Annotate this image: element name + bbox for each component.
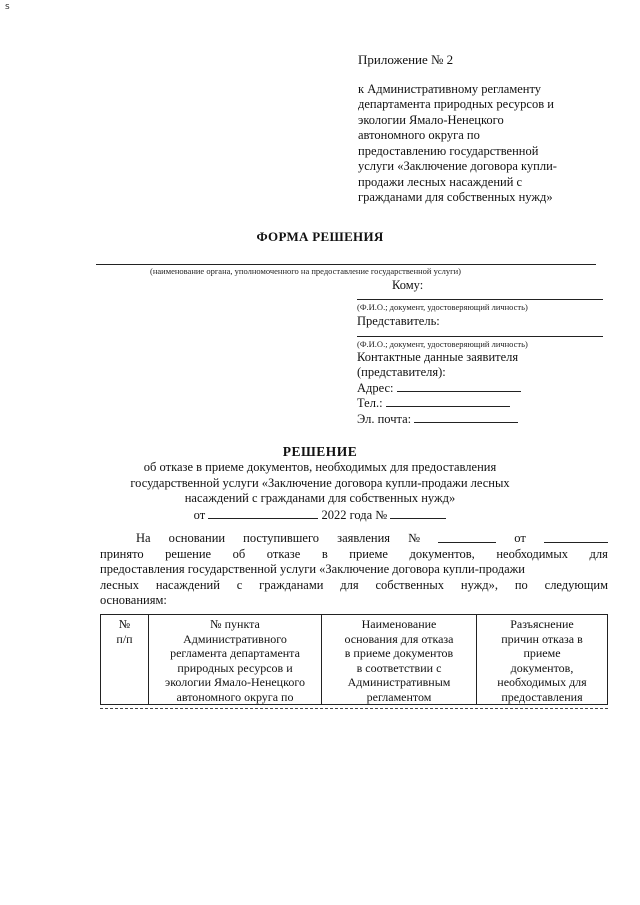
decision-line: об отказе в приеме документов, необходимых для предоставления bbox=[143, 460, 497, 474]
body-word: лесных bbox=[100, 577, 139, 592]
column-header-explanation bbox=[477, 615, 608, 705]
header-text: в соответствии с bbox=[356, 660, 442, 675]
address-label: Адрес: bbox=[357, 381, 394, 395]
body-row bbox=[100, 531, 608, 547]
body-word: с bbox=[236, 577, 243, 592]
appendix-line: департамента природных ресурсов и bbox=[358, 97, 554, 111]
application-number-field bbox=[438, 531, 496, 543]
header-text: природных ресурсов и bbox=[177, 660, 293, 675]
body-word: заявления bbox=[337, 531, 391, 545]
decision-title: РЕШЕНИЕ bbox=[282, 444, 358, 459]
body-word: нужд», bbox=[460, 577, 499, 592]
appendix-block bbox=[358, 52, 618, 206]
appendix-line: продажи лесных насаждений с bbox=[358, 174, 523, 189]
body-word: следующим bbox=[544, 577, 608, 592]
appendix-line: предоставлению государственной bbox=[358, 143, 539, 158]
date-field bbox=[208, 507, 318, 519]
header-text: необходимых для bbox=[497, 675, 587, 689]
header-text: № пункта bbox=[210, 617, 260, 631]
decision-date-row bbox=[0, 507, 640, 524]
number-field bbox=[390, 507, 446, 519]
header-text: документов, bbox=[510, 660, 574, 675]
table-header-row bbox=[101, 615, 608, 705]
body-word: На bbox=[136, 531, 151, 545]
header-text: Наименование bbox=[361, 617, 437, 631]
body-word: поступившего bbox=[243, 531, 320, 545]
page-marker: s bbox=[5, 2, 10, 12]
phone-row bbox=[357, 395, 510, 411]
grounds-table bbox=[100, 614, 608, 705]
decision-line: государственной услуги «Заключение договора купли-продажи лесных bbox=[130, 475, 510, 490]
header-text: автономного округа по bbox=[176, 689, 294, 704]
form-title: ФОРМА РЕШЕНИЯ bbox=[256, 229, 384, 244]
column-header-regulation-clause bbox=[149, 615, 322, 705]
header-text: в приеме документов bbox=[344, 646, 454, 660]
address-field bbox=[397, 380, 521, 392]
body-word: по bbox=[514, 577, 528, 592]
header-text: п/п bbox=[116, 631, 133, 646]
address-row bbox=[357, 380, 521, 396]
header-text: предоставления bbox=[501, 689, 583, 704]
header-text: Административного bbox=[183, 631, 287, 646]
body-word: насаждений bbox=[155, 577, 220, 592]
fio-caption: (Ф.И.О.; документ, удостоверяющий личность) bbox=[357, 302, 528, 312]
header-text: экологии Ямало-Ненецкого bbox=[165, 675, 305, 689]
body-word: принято bbox=[100, 546, 144, 561]
body-word: необходимых bbox=[496, 546, 568, 561]
decision-line: насаждений с гражданами для собственных нужд» bbox=[184, 491, 456, 505]
body-row bbox=[100, 578, 608, 594]
phone-field bbox=[386, 395, 510, 407]
email-row bbox=[357, 411, 518, 427]
header-text: приеме bbox=[523, 646, 561, 660]
body-word: документов, bbox=[409, 546, 475, 561]
body-word: для bbox=[589, 546, 608, 561]
table-cut-edge bbox=[100, 708, 608, 709]
header-text: № bbox=[118, 617, 131, 631]
representative-label: Представитель: bbox=[357, 314, 440, 328]
authority-caption: (наименование органа, уполномоченного на предоставление государственной услуги) bbox=[150, 266, 461, 276]
representative-fill-line bbox=[357, 336, 603, 337]
authority-line bbox=[96, 264, 596, 265]
decision-header bbox=[0, 443, 640, 523]
body-word: отказе bbox=[266, 546, 301, 561]
body-word: для bbox=[340, 577, 359, 592]
body-word: от bbox=[514, 531, 526, 545]
body-word: решение bbox=[165, 546, 212, 561]
header-text: Разъяснение bbox=[510, 617, 574, 631]
body-word: собственных bbox=[375, 577, 445, 592]
appendix-number: Приложение № 2 bbox=[358, 52, 454, 67]
column-header-number bbox=[101, 615, 149, 705]
body-row: предоставления государственной услуги «Заключение договора купли-продажи bbox=[100, 562, 525, 576]
body-word: в bbox=[321, 546, 328, 561]
email-field bbox=[414, 411, 518, 423]
contacts-label: (представителя): bbox=[357, 365, 446, 379]
appendix-line: экологии Ямало-Ненецкого bbox=[358, 112, 504, 127]
to-label: Кому: bbox=[392, 278, 424, 292]
body-word: № bbox=[408, 531, 421, 545]
appendix-line: автономного округа по bbox=[358, 128, 480, 142]
body-row: основаниям: bbox=[100, 593, 167, 607]
decision-body bbox=[100, 531, 608, 609]
header-text: причин отказа в bbox=[501, 631, 583, 646]
header-text: регламента департамента bbox=[170, 646, 300, 660]
header-text: основания для отказа bbox=[344, 631, 454, 646]
body-word: об bbox=[232, 546, 246, 561]
body-word: приеме bbox=[349, 546, 388, 561]
appendix-line: гражданами для собственных нужд» bbox=[358, 190, 553, 204]
date-year-number: 2022 года № bbox=[321, 507, 388, 522]
body-word: основании bbox=[168, 531, 226, 545]
date-prefix: от bbox=[193, 507, 206, 522]
header-text: Административным bbox=[347, 675, 451, 689]
column-header-refusal-ground bbox=[322, 615, 477, 705]
to-fill-line bbox=[357, 299, 603, 300]
body-row bbox=[100, 547, 608, 563]
email-label: Эл. почта: bbox=[357, 412, 412, 426]
appendix-line: к Административному регламенту bbox=[358, 81, 542, 96]
header-text: регламентом bbox=[366, 689, 432, 704]
phone-label: Тел.: bbox=[357, 396, 383, 410]
contacts-label: Контактные данные заявителя bbox=[357, 350, 519, 364]
application-date-field bbox=[544, 531, 608, 543]
appendix-line: услуги «Заключение договора купли- bbox=[358, 159, 557, 173]
fio-caption: (Ф.И.О.; документ, удостоверяющий личность) bbox=[357, 339, 528, 349]
body-word: гражданами bbox=[259, 577, 324, 592]
